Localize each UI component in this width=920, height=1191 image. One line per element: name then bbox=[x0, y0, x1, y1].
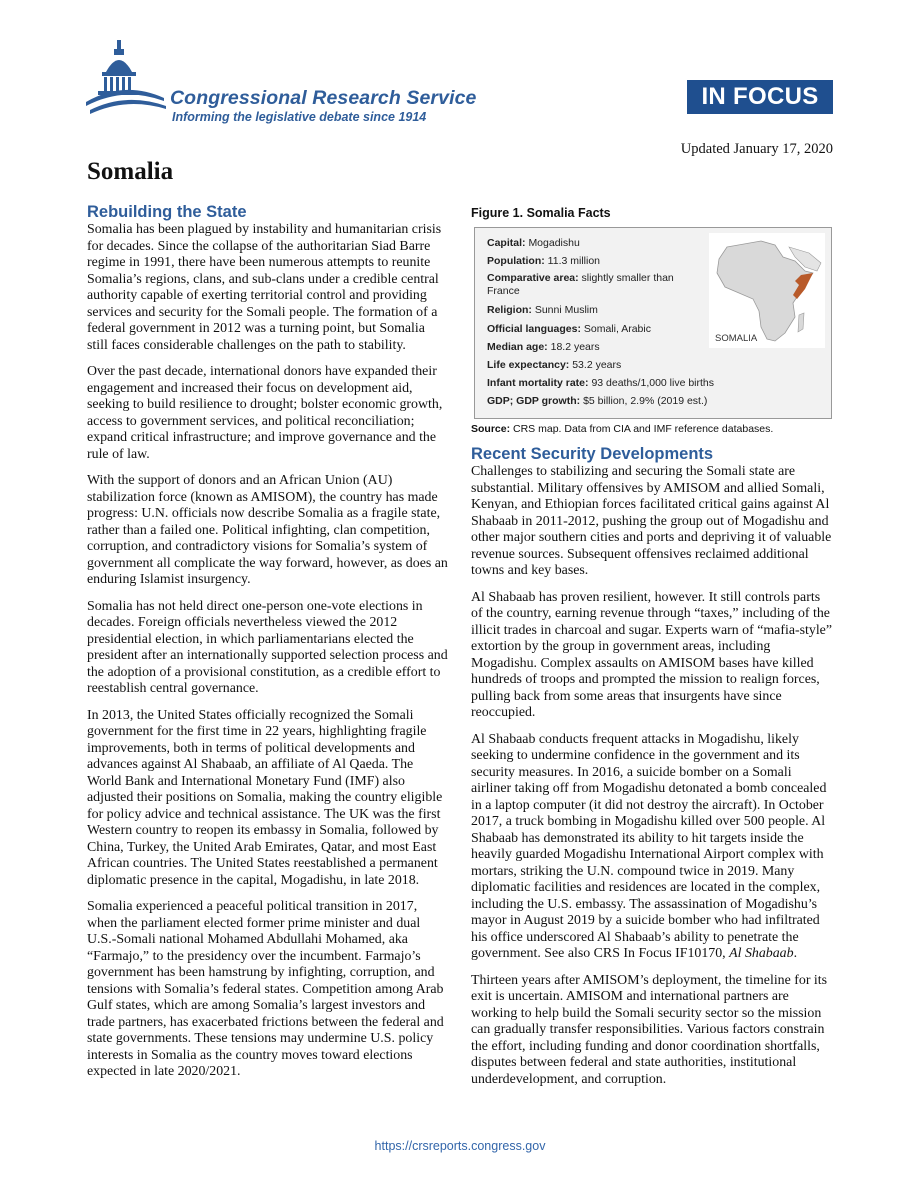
org-name: Congressional Research Service bbox=[170, 87, 477, 109]
fact-value: 11.3 million bbox=[547, 255, 601, 268]
fact-label: Comparative area: bbox=[487, 272, 579, 285]
fact-value: 93 deaths/1,000 live births bbox=[591, 377, 715, 390]
fact-row bbox=[487, 301, 714, 319]
fact-label: Religion: bbox=[487, 304, 532, 317]
fact-label: Population: bbox=[487, 255, 545, 268]
facts-list bbox=[487, 234, 714, 411]
fact-row bbox=[487, 234, 714, 252]
source-label: Source: bbox=[471, 423, 511, 435]
fact-row bbox=[487, 252, 714, 270]
fact-value: Mogadishu bbox=[528, 237, 580, 249]
right-column bbox=[471, 444, 833, 1098]
fact-row bbox=[487, 320, 714, 338]
in-focus-badge: IN FOCUS bbox=[687, 80, 833, 114]
fact-row bbox=[487, 270, 687, 301]
africa-locator-map bbox=[709, 233, 825, 348]
fact-value: Sunni Muslim bbox=[534, 304, 598, 317]
paragraph-end: . bbox=[793, 946, 798, 961]
paragraph-text: Al Shabaab conducts frequent attacks in Mogadishu, likely seeking to undermine confidence in the government and its security measures. In 2016, a suicide bomber on a Somali airliner taking off from Mogadishu detonated a bomb concealed in a laptop computer (it did not destroy the aircraft). In October 2017, a truck bombing in Mogadishu killed over 500 people. Al Shabaab has demonstrated its ability to hit targets inside the heavily guarded Mogadishu International Airport complex with mortars, striking the U.N. compound twice in 2019. Many diplomatic facilities and residences are located in the complex, including the U.S. embassy. The assassination of Mogadishu’s mayor in August 2019 by a suicide bomber who had infiltrated his office underscored Al Shabaab’s ability to penetrate the government. See also CRS In Focus IF10170, bbox=[471, 731, 827, 961]
paragraph: Somalia experienced a peaceful political transition in 2017, when the parliament elected former prime minister and dual U.S.-Somali national Mohamed Abdullahi Mohamed, aka “Farmajo,” to the presidency over the incumbent. Farmajo’s government has been hamstrung by infighting, corruption, and tensions with Somalia’s federal states. Competition among Arab Gulf states, which are among Somalia’s largest investors and trade partners, has exacerbated frictions between the federal and state governments. These tensions may undermine U.S. policy interests in Somalia as the country moves toward elections expected in late 2020/2021. bbox=[87, 899, 444, 1079]
madagascar bbox=[798, 313, 804, 332]
capitol-dome-logo bbox=[84, 40, 166, 118]
paragraph: Somalia has not held direct one-person one-vote elections in decades. Foreign officials nevertheless viewed the 2012 presidential election, in which parliamentarians elected the president after an internationally supported selection process and the adoption of a provisional constitution, as a credible effort to reestablish central governance. bbox=[87, 598, 448, 696]
paragraph: Al Shabaab has proven resilient, however. It still controls parts of the country, earning revenue through “taxes,” including of the illicit trades in charcoal and sugar. Experts warn of “mafia-style” extortion by the group in government areas, including Mogadishu. Complex assaults on AMISOM bases have killed hundreds of troops and prompted the mission to realign forces, pulling back from some areas that insurgents have since reoccupied. bbox=[471, 589, 833, 720]
fact-row bbox=[487, 356, 714, 374]
fact-row bbox=[487, 374, 714, 392]
source-text: CRS map. Data from CIA and IMF reference databases. bbox=[513, 423, 774, 435]
left-column bbox=[87, 202, 448, 1091]
fact-value: $5 billion, 2.9% (2019 est.) bbox=[583, 395, 708, 408]
fact-value: Somali, Arabic bbox=[583, 322, 651, 335]
paragraph bbox=[471, 732, 833, 963]
fact-row bbox=[487, 338, 714, 356]
paragraph: With the support of donors and an African Union (AU) stabilization force (known as AMISOM), the country has made progress: U.N. officials now describe Somalia as a fragile state, rather than a failed one. Political infighting, clan competition, corruption, and contradictory visions for Somalia’s system of government all complicate the way forward, however, as does an enduring Islamist insurgency. bbox=[87, 473, 448, 587]
paragraph: Over the past decade, international donors have expanded their engagement and increased their focus on development aid, seeking to build resilience to drought; bolster economic growth, access to government services, and political reconciliation; expand critical infrastructure; and improve governance and the rule of law. bbox=[87, 364, 443, 462]
page-title: Somalia bbox=[87, 158, 174, 185]
fact-value: 18.2 years bbox=[550, 340, 600, 353]
paragraph: Somalia has been plagued by instability and humanitarian crisis for decades. Since the collapse of the authoritarian Siad Barre regime in 1991, there have been numerous attempts to reunite Somalia’s regions, clans, and sub-clans under a credible central authority capable of exerting territorial control and providing services and security for the Somali people. The formation of a federal government in 2012 was a turning point, but Somalia still faces considerable challenges on the path to stability. bbox=[87, 222, 442, 353]
org-tagline: Informing the legislative debate since 1914 bbox=[172, 110, 427, 124]
facts-box bbox=[474, 227, 832, 419]
footer-link[interactable]: https://crsreports.congress.gov bbox=[374, 1139, 546, 1153]
fact-label: Official languages: bbox=[487, 322, 581, 335]
fact-value: slightly smaller than France bbox=[487, 272, 674, 298]
figure-caption: Figure 1. Somalia Facts bbox=[471, 206, 611, 220]
updated-date: Updated January 17, 2020 bbox=[680, 141, 833, 157]
fact-label: Infant mortality rate: bbox=[487, 377, 589, 390]
fact-label: GDP; GDP growth: bbox=[487, 395, 581, 408]
fact-label: Median age: bbox=[487, 340, 548, 353]
fact-label: Life expectancy: bbox=[487, 359, 570, 372]
section-heading-rebuilding: Rebuilding the State bbox=[87, 203, 247, 221]
paragraph: In 2013, the United States officially recognized the Somali government for the first time in 22 years, highlighting fragile improvements, both in terms of political developments and advances against Al Shabaab, an affiliate of Al Qaeda. The World Bank and International Monetary Fund (IMF) also adjusted their positions on Somalia, making the country eligible for policy advice and technical assistance. The UK was the first Western country to reopen its embassy in Somalia, followed by China, Turkey, the United Arab Emirates, Qatar, and most East African countries. The United States reestablished a permanent diplomatic presence in the capital, Mogadishu, in late 2018. bbox=[87, 707, 443, 888]
report-reference: Al Shabaab bbox=[729, 946, 794, 961]
fact-row bbox=[487, 392, 714, 410]
section-heading-security: Recent Security Developments bbox=[471, 445, 714, 463]
fact-label: Capital: bbox=[487, 237, 526, 249]
paragraph: Thirteen years after AMISOM’s deployment, the timeline for its exit is uncertain. AMISOM and international partners are working to help build the Somali security sector so the mission can gradually transfer responsibilities. Various factors constrain the effort, including funding and donor coordination shortfalls, disputes between federal and state authorities, institutional underdevelopment, and corruption. bbox=[471, 972, 828, 1087]
fact-value: 53.2 years bbox=[572, 359, 622, 372]
map-label: SOMALIA bbox=[715, 333, 758, 344]
figure-source bbox=[471, 423, 773, 435]
paragraph: Challenges to stabilizing and securing the Somali state are substantial. Military offensives by AMISOM and allied Somali, Kenyan, and Ethiopian forces facilitated critical gains against Al Shabaab in 2011-2012, pushing the group out of Mogadishu and other major southern cities and ports and depriving it of valuable revenue sources. Subsequent offensives reclaimed additional towns and key bases. bbox=[471, 464, 832, 578]
